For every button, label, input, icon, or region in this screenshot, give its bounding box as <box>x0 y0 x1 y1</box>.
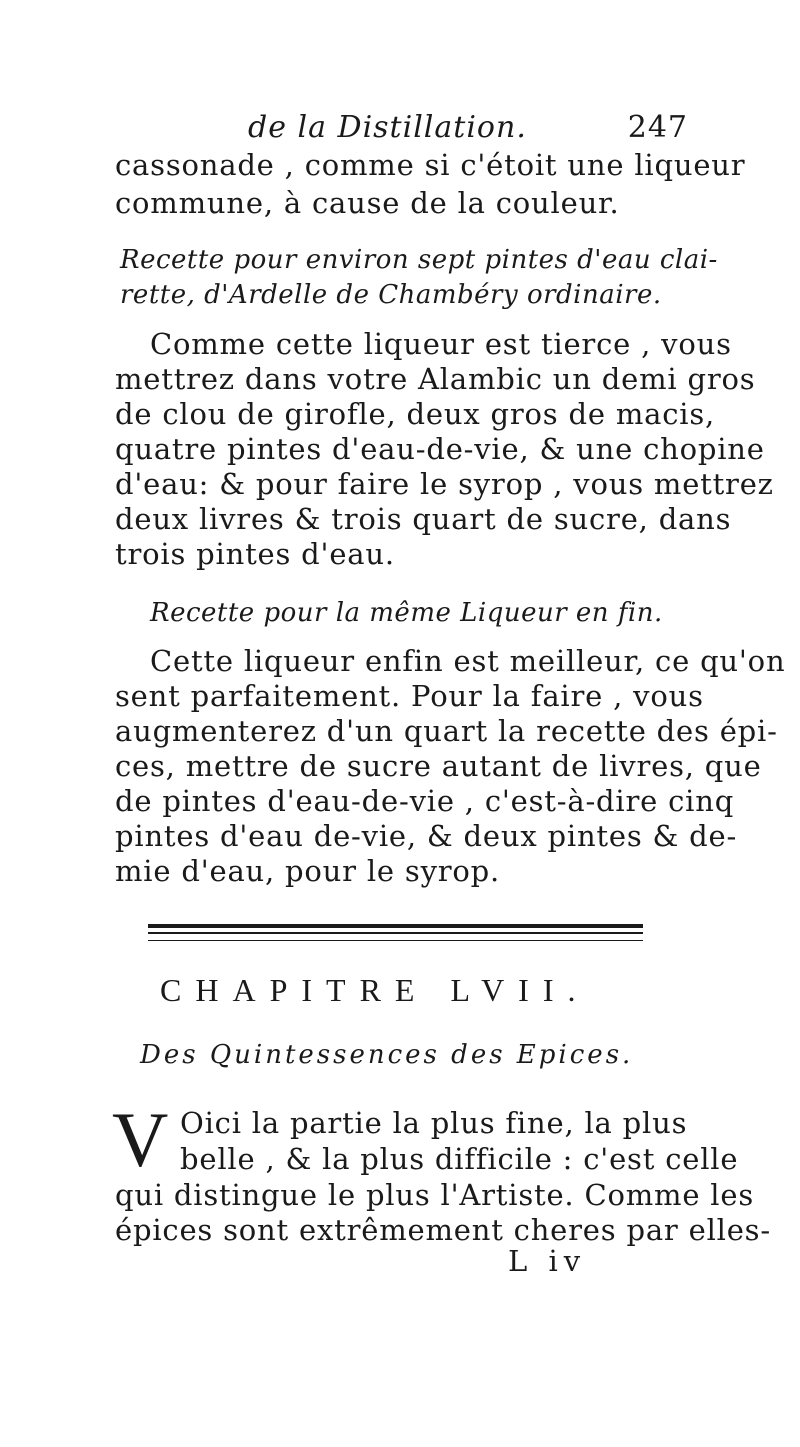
drop-capital: V <box>112 1096 169 1183</box>
ornamental-rule <box>148 924 643 928</box>
text-line: qui distingue le plus l'Artiste. Comme les <box>115 1178 755 1212</box>
ornamental-rule <box>148 932 643 934</box>
text-line: augmenterez d'un quart la recette des épi- <box>115 714 778 748</box>
text-line: commune, à cause de la couleur. <box>115 186 620 220</box>
text-line: de clou de girofle, deux gros de macis, <box>115 397 716 431</box>
recipe-heading: Recette pour environ sept pintes d'eau clai- <box>120 245 718 275</box>
text-line: épices sont extrêmement cheres par elles- <box>115 1213 771 1247</box>
ornamental-rule <box>148 940 643 941</box>
text-line: cassonade , comme si c'étoit une liqueur <box>115 148 746 182</box>
text-line: pintes d'eau de-vie, & deux pintes & de- <box>115 819 738 853</box>
text-line: mie d'eau, pour le syrop. <box>115 854 501 888</box>
text-line: belle , & la plus difficile : c'est celle <box>180 1142 739 1176</box>
text-line: Oici la partie la plus fine, la plus <box>180 1106 688 1140</box>
page-number: 247 <box>627 110 688 145</box>
text-line: quatre pintes d'eau-de-vie, & une chopine <box>115 432 765 466</box>
recipe-heading: Recette pour la même Liqueur en fin. <box>150 598 663 628</box>
chapter-subtitle: Des Quintessences des Epices. <box>140 1040 634 1070</box>
text-line: trois pintes d'eau. <box>115 537 395 571</box>
running-title: de la Distillation. <box>248 110 527 145</box>
text-line: de pintes d'eau-de-vie , c'est-à-dire cinq <box>115 784 735 818</box>
chapter-title: CHAPITRE LVII. <box>160 972 590 1008</box>
text-line: deux livres & trois quart de sucre, dans <box>115 502 732 536</box>
signature-mark: L iv <box>508 1244 587 1278</box>
text-line: Comme cette liqueur est tierce , vous <box>150 327 732 361</box>
text-line: mettrez dans votre Alambic un demi gros <box>115 362 756 396</box>
text-line: ces, mettre de sucre autant de livres, que <box>115 749 762 783</box>
recipe-heading: rette, d'Ardelle de Chambéry ordinaire. <box>120 280 662 310</box>
page-header <box>248 110 688 150</box>
text-line: Cette liqueur enfin est meilleur, ce qu'on <box>150 644 786 678</box>
text-line: sent parfaitement. Pour la faire , vous <box>115 679 704 713</box>
text-line: d'eau: & pour faire le syrop , vous mettrez <box>115 467 774 501</box>
